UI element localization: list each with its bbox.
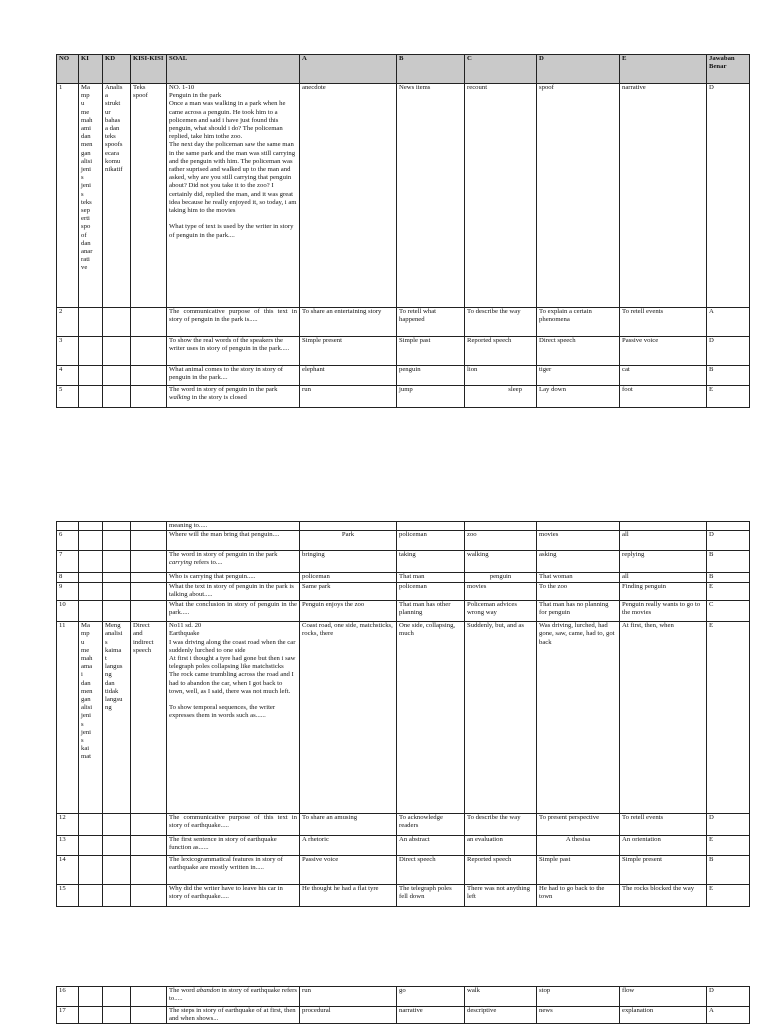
cell-answer: B: [707, 856, 750, 885]
cell-answer: A: [707, 1007, 750, 1024]
cell-option-a: Same park: [300, 583, 397, 601]
cell-ki: [79, 856, 103, 885]
soal-text: refers to....: [193, 559, 223, 567]
cell-no: 14: [57, 856, 79, 885]
cell-option-e: Simple present: [620, 856, 707, 885]
cell-no: 7: [57, 551, 79, 573]
cell-no: 1: [57, 84, 79, 308]
cell-option-a: Penguin enjoys the zoo: [300, 601, 397, 622]
header-jawaban-benar: Jawaban Benar: [707, 55, 750, 84]
cell-ki: [79, 836, 103, 856]
header-e: E: [620, 55, 707, 84]
cell-ki: [79, 601, 103, 622]
table-row: [57, 84, 750, 308]
soal-text: in the story is closed: [191, 394, 247, 402]
cell-answer: D: [707, 337, 750, 366]
cell-kd: Analis a strukt ur bahas a dan teks spoofs ecara komu nikatif: [103, 84, 131, 308]
soal-text: The word: [169, 987, 195, 994]
cell-ki: [79, 573, 103, 583]
cell-option-d: Simple past: [537, 856, 620, 885]
cell-option-e: flow: [620, 987, 707, 1007]
header-d: D: [537, 55, 620, 84]
cell-option-a: A rhetoric: [300, 836, 397, 856]
cell-option-b: An abstract: [397, 836, 465, 856]
cell-no: 16: [57, 987, 79, 1007]
cell-kisi: [131, 601, 167, 622]
cell-soal: Who is carrying that penguin.....: [167, 573, 300, 583]
table-row: [57, 522, 750, 531]
cell-option-b: To acknowledge readers: [397, 814, 465, 836]
cell-option-b: go: [397, 987, 465, 1007]
table-row: [57, 386, 750, 408]
cell-option-b: To retell what happened: [397, 308, 465, 337]
cell-option-b: One side, collapsing, much: [397, 622, 465, 814]
cell-ki: Ma mp u me mah ami dan men gan alisi jeni s jeni s teks sep erti spo of dan anar rati ve: [79, 84, 103, 308]
cell-no: 5: [57, 386, 79, 408]
cell-kisi: [131, 1007, 167, 1024]
cell-option-a: procedural: [300, 1007, 397, 1024]
cell-soal: Where will the man bring that penguin....: [167, 531, 300, 551]
cell-option-b: taking: [397, 551, 465, 573]
cell-soal: What animal comes to the story in story of penguin in the park....: [167, 366, 300, 386]
table-row: [57, 885, 750, 907]
cell-option-b: Direct speech: [397, 856, 465, 885]
cell-ki: [79, 987, 103, 1007]
cell-option-e: all: [620, 573, 707, 583]
cell-soal: [167, 987, 300, 1007]
cell-no: 8: [57, 573, 79, 583]
table-row: [57, 622, 750, 814]
cell-option-c: Policeman advices wrong way: [465, 601, 537, 622]
cell-option-d: Lay down: [537, 386, 620, 408]
cell-ki: [79, 308, 103, 337]
cell-answer: E: [707, 386, 750, 408]
cell-soal: meaning to.....: [167, 522, 300, 531]
cell-answer: D: [707, 814, 750, 836]
header-kd: KD: [103, 55, 131, 84]
cell-soal: The communicative purpose of this text in story of earthquake.....: [167, 814, 300, 836]
cell-option-a: run: [300, 987, 397, 1007]
soal-text: in story of earthquake refers to.....: [169, 987, 297, 1003]
cell-option-e: replying: [620, 551, 707, 573]
cell-option-d: tiger: [537, 366, 620, 386]
cell-option-b: narrative: [397, 1007, 465, 1024]
cell-option-e: To retell events: [620, 308, 707, 337]
cell-answer: [707, 522, 750, 531]
cell-kisi: [131, 337, 167, 366]
cell-option-b: That man has other planning: [397, 601, 465, 622]
cell-option-c: sleep: [465, 386, 537, 408]
cell-option-d: stop: [537, 987, 620, 1007]
cell-option-e: Finding penguin: [620, 583, 707, 601]
cell-option-d: To present perspective: [537, 814, 620, 836]
cell-no: 13: [57, 836, 79, 856]
cell-no: 17: [57, 1007, 79, 1024]
cell-answer: D: [707, 987, 750, 1007]
cell-kisi: [131, 531, 167, 551]
table-row: [57, 836, 750, 856]
table-row: [57, 1007, 750, 1024]
cell-soal: The first sentence in story of earthquake function as......: [167, 836, 300, 856]
cell-option-a: Park: [300, 531, 397, 551]
cell-option-b: penguin: [397, 366, 465, 386]
cell-option-e: The rocks blocked the way: [620, 885, 707, 907]
cell-soal: No11 sd. 20 Earthquake I was driving along the coast road when the car suddenly lurched to one side At first i thought a tyre had gone but then i saw telegraph poles collapsing like matchsticks The rock came trumbling across the road and I had to abandon the car, when I got back to town, well, as I said, there was not much left. To show temporal sequences, the writer expresses them in words such as......: [167, 622, 300, 814]
cell-option-a: To share an entertaining story: [300, 308, 397, 337]
cell-kd: [103, 987, 131, 1007]
cell-option-a: Simple present: [300, 337, 397, 366]
table-row: [57, 551, 750, 573]
table-row: [57, 337, 750, 366]
cell-no: 3: [57, 337, 79, 366]
question-table-2: [56, 521, 750, 907]
cell-kisi: [131, 814, 167, 836]
cell-soal: Why did the writer have to leave his car in story of earthquake.....: [167, 885, 300, 907]
soal-emphasis: carrying: [169, 559, 193, 567]
cell-kd: [103, 551, 131, 573]
cell-answer: A: [707, 308, 750, 337]
cell-ki: [79, 522, 103, 531]
cell-option-c: There was not anything left: [465, 885, 537, 907]
cell-kd: [103, 308, 131, 337]
cell-kd: [103, 366, 131, 386]
cell-option-c: Suddenly, but, and as: [465, 622, 537, 814]
cell-option-d: That man has no planning for penguin: [537, 601, 620, 622]
cell-option-c: walk: [465, 987, 537, 1007]
cell-answer: E: [707, 885, 750, 907]
cell-soal: What the text in story of penguin in the park is talking about.....: [167, 583, 300, 601]
cell-kd: [103, 337, 131, 366]
soal-emphasis: abandon: [196, 987, 220, 994]
cell-no: 6: [57, 531, 79, 551]
header-a: A: [300, 55, 397, 84]
cell-ki: [79, 583, 103, 601]
cell-option-b: policeman: [397, 531, 465, 551]
cell-option-a: [300, 522, 397, 531]
cell-ki: [79, 551, 103, 573]
cell-kd: Meng analisi s kaima t langus ng dan tidak langsu ng: [103, 622, 131, 814]
cell-kd: [103, 601, 131, 622]
cell-option-a: Passive voice: [300, 856, 397, 885]
header-kisi-kisi: KISI-KISI: [131, 55, 167, 84]
cell-kd: [103, 386, 131, 408]
cell-soal: The communicative purpose of this text in story of penguin in the park is.....: [167, 308, 300, 337]
cell-option-c: To describe the way: [465, 814, 537, 836]
cell-option-d: To the zoo: [537, 583, 620, 601]
cell-ki: [79, 1007, 103, 1024]
header-ki: KI: [79, 55, 103, 84]
cell-option-e: all: [620, 531, 707, 551]
cell-soal: To show the real words of the speakers the writer uses in story of penguin in the park.....: [167, 337, 300, 366]
cell-soal: The lexicogrammatical features in story of earthquake are mostly written in.....: [167, 856, 300, 885]
cell-kd: [103, 814, 131, 836]
cell-option-c: descriptive: [465, 1007, 537, 1024]
cell-soal: [167, 551, 300, 573]
cell-option-e: Passive voice: [620, 337, 707, 366]
header-soal: SOAL: [167, 55, 300, 84]
cell-option-c: recount: [465, 84, 537, 308]
cell-option-e: cat: [620, 366, 707, 386]
cell-kd: [103, 583, 131, 601]
cell-kisi: [131, 308, 167, 337]
question-table-1: [56, 54, 750, 408]
cell-option-c: zoo: [465, 531, 537, 551]
table-row: [57, 583, 750, 601]
cell-option-c: walking: [465, 551, 537, 573]
cell-answer: B: [707, 573, 750, 583]
cell-option-b: [397, 522, 465, 531]
cell-no: [57, 522, 79, 531]
cell-ki: [79, 531, 103, 551]
cell-option-d: spoof: [537, 84, 620, 308]
cell-no: 15: [57, 885, 79, 907]
cell-option-e: An orientation: [620, 836, 707, 856]
cell-answer: E: [707, 583, 750, 601]
cell-option-d: He had to go back to the town: [537, 885, 620, 907]
cell-answer: E: [707, 622, 750, 814]
cell-ki: [79, 386, 103, 408]
cell-option-a: To share an amusing: [300, 814, 397, 836]
cell-soal: What the conclusion in story of penguin in the park.....: [167, 601, 300, 622]
cell-ki: [79, 885, 103, 907]
cell-kisi: [131, 573, 167, 583]
cell-kisi: [131, 987, 167, 1007]
table-row: [57, 856, 750, 885]
cell-option-a: policeman: [300, 573, 397, 583]
cell-option-a: Coast road, one side, matchsticks, rocks, there: [300, 622, 397, 814]
table-row: [57, 573, 750, 583]
cell-ki: Ma mp u me mah ama i dan men gan alisi jeni s jeni s kai mat: [79, 622, 103, 814]
cell-option-c: an evaluation: [465, 836, 537, 856]
cell-soal: NO. 1-10 Penguin in the park Once a man was walking in a park when he came across a penguin. He took him to a policemen and said i have just found this penguin, what should i do? The policeman replied, take him tothe zoo. The next day the policeman saw the same man in the same park and the man was still carrying and the penguin with him. The policeman was rather suprised and walked up to the man and asked, why are you still carrying that penguin about? Did not you take it to the zoo? I certainly did, replied the man, and it was great idea because he really enjoyed it, so today, i am taking him to the movies What type of text is used by the writer in story of penguin in the park....: [167, 84, 300, 308]
cell-ki: [79, 366, 103, 386]
cell-option-b: policeman: [397, 583, 465, 601]
soal-emphasis: walking: [169, 394, 191, 402]
cell-kisi: [131, 522, 167, 531]
cell-kisi: Direct and indirect speech: [131, 622, 167, 814]
cell-answer: B: [707, 366, 750, 386]
cell-option-a: anecdote: [300, 84, 397, 308]
cell-kisi: [131, 856, 167, 885]
cell-option-e: Penguin really wants to go to the movies: [620, 601, 707, 622]
cell-option-e: [620, 522, 707, 531]
cell-kisi: [131, 551, 167, 573]
cell-option-a: bringing: [300, 551, 397, 573]
cell-answer: D: [707, 531, 750, 551]
cell-option-b: jump: [397, 386, 465, 408]
cell-kisi: Teks spoof: [131, 84, 167, 308]
cell-option-c: lion: [465, 366, 537, 386]
cell-option-a: run: [300, 386, 397, 408]
cell-kd: [103, 1007, 131, 1024]
cell-soal: The steps in story of earthquake of at first, then and when shows...: [167, 1007, 300, 1024]
header-row: [57, 55, 750, 84]
cell-answer: C: [707, 601, 750, 622]
cell-kd: [103, 856, 131, 885]
soal-text: The word in story of penguin in the park: [169, 551, 278, 559]
question-table-3: [56, 986, 750, 1024]
cell-kisi: [131, 836, 167, 856]
cell-no: 4: [57, 366, 79, 386]
cell-answer: D: [707, 84, 750, 308]
cell-answer: B: [707, 551, 750, 573]
cell-option-d: A thesisa: [537, 836, 620, 856]
cell-option-d: Direct speech: [537, 337, 620, 366]
cell-no: 10: [57, 601, 79, 622]
cell-option-d: [537, 522, 620, 531]
cell-option-c: [465, 522, 537, 531]
cell-kd: [103, 522, 131, 531]
cell-option-b: The telegraph poles fell down: [397, 885, 465, 907]
cell-option-e: At first, then, when: [620, 622, 707, 814]
cell-kisi: [131, 366, 167, 386]
table-row: [57, 601, 750, 622]
cell-soal: [167, 386, 300, 408]
cell-option-d: Was driving, lurched, had gone, saw, came, had to, got back: [537, 622, 620, 814]
table-row: [57, 987, 750, 1007]
cell-option-b: That man: [397, 573, 465, 583]
cell-kd: [103, 573, 131, 583]
table-row: [57, 308, 750, 337]
cell-ki: [79, 337, 103, 366]
cell-option-c: movies: [465, 583, 537, 601]
cell-option-e: narrative: [620, 84, 707, 308]
soal-text: The word in story of penguin in the park: [169, 386, 278, 393]
table-row: [57, 366, 750, 386]
cell-option-b: Simple past: [397, 337, 465, 366]
cell-option-d: movies: [537, 531, 620, 551]
header-no: NO: [57, 55, 79, 84]
cell-option-e: foot: [620, 386, 707, 408]
cell-no: 9: [57, 583, 79, 601]
cell-option-b: News items: [397, 84, 465, 308]
cell-no: 12: [57, 814, 79, 836]
cell-option-e: explanation: [620, 1007, 707, 1024]
cell-option-d: That woman: [537, 573, 620, 583]
cell-option-c: Reported speech: [465, 337, 537, 366]
table-row: [57, 531, 750, 551]
cell-kd: [103, 885, 131, 907]
cell-option-c: Reported speech: [465, 856, 537, 885]
cell-option-c: To describe the way: [465, 308, 537, 337]
cell-option-c: penguin: [465, 573, 537, 583]
header-c: C: [465, 55, 537, 84]
cell-kisi: [131, 885, 167, 907]
cell-no: 11: [57, 622, 79, 814]
cell-kd: [103, 531, 131, 551]
cell-answer: E: [707, 836, 750, 856]
cell-no: 2: [57, 308, 79, 337]
cell-ki: [79, 814, 103, 836]
cell-option-a: He thought he had a flat tyre: [300, 885, 397, 907]
cell-kisi: [131, 583, 167, 601]
cell-option-a: elephant: [300, 366, 397, 386]
cell-option-d: news: [537, 1007, 620, 1024]
cell-option-d: To explain a certain phenomena: [537, 308, 620, 337]
cell-option-e: To retell events: [620, 814, 707, 836]
cell-option-d: asking: [537, 551, 620, 573]
table-row: [57, 814, 750, 836]
header-b: B: [397, 55, 465, 84]
cell-kisi: [131, 386, 167, 408]
cell-kd: [103, 836, 131, 856]
